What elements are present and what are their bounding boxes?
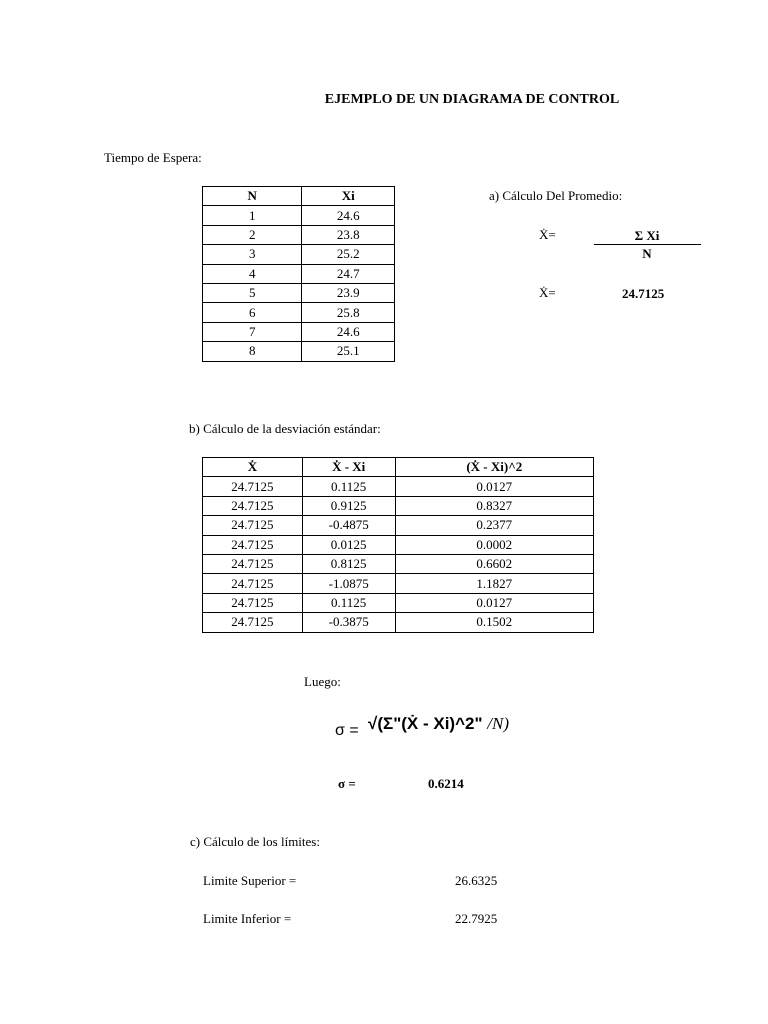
table-row: [203, 206, 395, 225]
table-row: [203, 264, 395, 283]
xbar-label: Ẋ=: [539, 227, 556, 242]
table-cell: 0.8327: [395, 496, 593, 515]
table-row: [203, 613, 594, 632]
table-cell: -0.4875: [302, 516, 395, 535]
table-row: [203, 496, 594, 515]
table-cell: 24.7125: [203, 496, 303, 515]
table-cell: 24.7: [302, 264, 395, 283]
sigma-formula-tail: /N): [487, 714, 509, 733]
table-cell: 1.1827: [395, 574, 593, 593]
limite-superior-value: 26.6325: [455, 873, 498, 888]
table-cell: 24.7125: [203, 613, 303, 632]
column-header: Ẋ - Xi: [302, 458, 395, 477]
sigma-label: σ =: [335, 722, 359, 739]
table-row: [203, 516, 594, 535]
table-cell: 0.0127: [395, 477, 593, 496]
table-cell: 0.1502: [395, 613, 593, 632]
column-header: N: [203, 187, 302, 206]
column-header: Ẋ: [203, 458, 303, 477]
column-header: (Ẋ - Xi)^2: [395, 458, 593, 477]
table-cell: -0.3875: [302, 613, 395, 632]
page-title: EJEMPLO DE UN DIAGRAMA DE CONTROL: [324, 92, 620, 107]
table-cell: 2: [203, 225, 302, 244]
desviacion-heading: b) Cálculo de la desviación estándar:: [189, 421, 381, 436]
fraction-denominator: N: [642, 246, 652, 261]
table-cell: 25.1: [302, 342, 395, 361]
table-cell: 25.8: [302, 303, 395, 322]
table-row: [203, 535, 594, 554]
table-cell: 23.8: [302, 225, 395, 244]
table-cell: 0.0002: [395, 535, 593, 554]
fraction-bar: [594, 244, 701, 245]
promedio-heading: a) Cálculo Del Promedio:: [489, 188, 623, 203]
table-cell: 0.2377: [395, 516, 593, 535]
table-row: [203, 574, 594, 593]
sigma-formula: [368, 714, 509, 734]
table-cell: 0.0125: [302, 535, 395, 554]
table-cell: 24.7125: [203, 574, 303, 593]
table-row: [203, 477, 594, 496]
xi-table: [202, 186, 395, 362]
promedio-value: 24.7125: [622, 286, 665, 301]
luego-label: Luego:: [304, 674, 341, 689]
table-cell: 3: [203, 245, 302, 264]
table-cell: 6: [203, 303, 302, 322]
table-cell: 25.2: [302, 245, 395, 264]
table-cell: 8: [203, 342, 302, 361]
table-cell: 23.9: [302, 283, 395, 302]
table-cell: 24.7125: [203, 535, 303, 554]
table-row: [203, 593, 594, 612]
table-cell: 24.7125: [203, 554, 303, 573]
table-row: [203, 283, 395, 302]
table-cell: 5: [203, 283, 302, 302]
table-row: [203, 554, 594, 573]
desviacion-table: [202, 457, 594, 633]
table-cell: 7: [203, 322, 302, 341]
table-cell: 24.7125: [203, 477, 303, 496]
table-cell: 24.7125: [203, 516, 303, 535]
table-cell: 0.1125: [302, 477, 395, 496]
table-cell: 24.6: [302, 322, 395, 341]
limite-inferior-label: Limite Inferior =: [203, 911, 292, 926]
xbar-label-result: Ẋ=: [539, 285, 556, 300]
table-cell: 0.0127: [395, 593, 593, 612]
column-header: Xi: [302, 187, 395, 206]
sigma-result-label: σ =: [338, 776, 356, 791]
table-row: [203, 245, 395, 264]
limite-superior-label: Limite Superior =: [203, 873, 297, 888]
table-row: [203, 322, 395, 341]
table-header-row: [203, 458, 594, 477]
table-row: [203, 342, 395, 361]
table-cell: 24.7125: [203, 593, 303, 612]
subtitle: Tiempo de Espera:: [104, 150, 202, 165]
table-cell: 0.6602: [395, 554, 593, 573]
table-cell: 4: [203, 264, 302, 283]
table-header-row: [203, 187, 395, 206]
limite-inferior-value: 22.7925: [455, 911, 498, 926]
table-cell: -1.0875: [302, 574, 395, 593]
table-row: [203, 303, 395, 322]
table-cell: 1: [203, 206, 302, 225]
table-row: [203, 225, 395, 244]
sigma-value: 0.6214: [428, 776, 464, 791]
table-cell: 0.1125: [302, 593, 395, 612]
table-cell: 24.6: [302, 206, 395, 225]
table-cell: 0.9125: [302, 496, 395, 515]
sigma-formula-main: √(Σ"(Ẋ - Xi)^2": [368, 714, 483, 733]
table-cell: 0.8125: [302, 554, 395, 573]
fraction-numerator: Σ Xi: [634, 228, 660, 243]
limites-heading: c) Cálculo de los límites:: [190, 834, 320, 849]
